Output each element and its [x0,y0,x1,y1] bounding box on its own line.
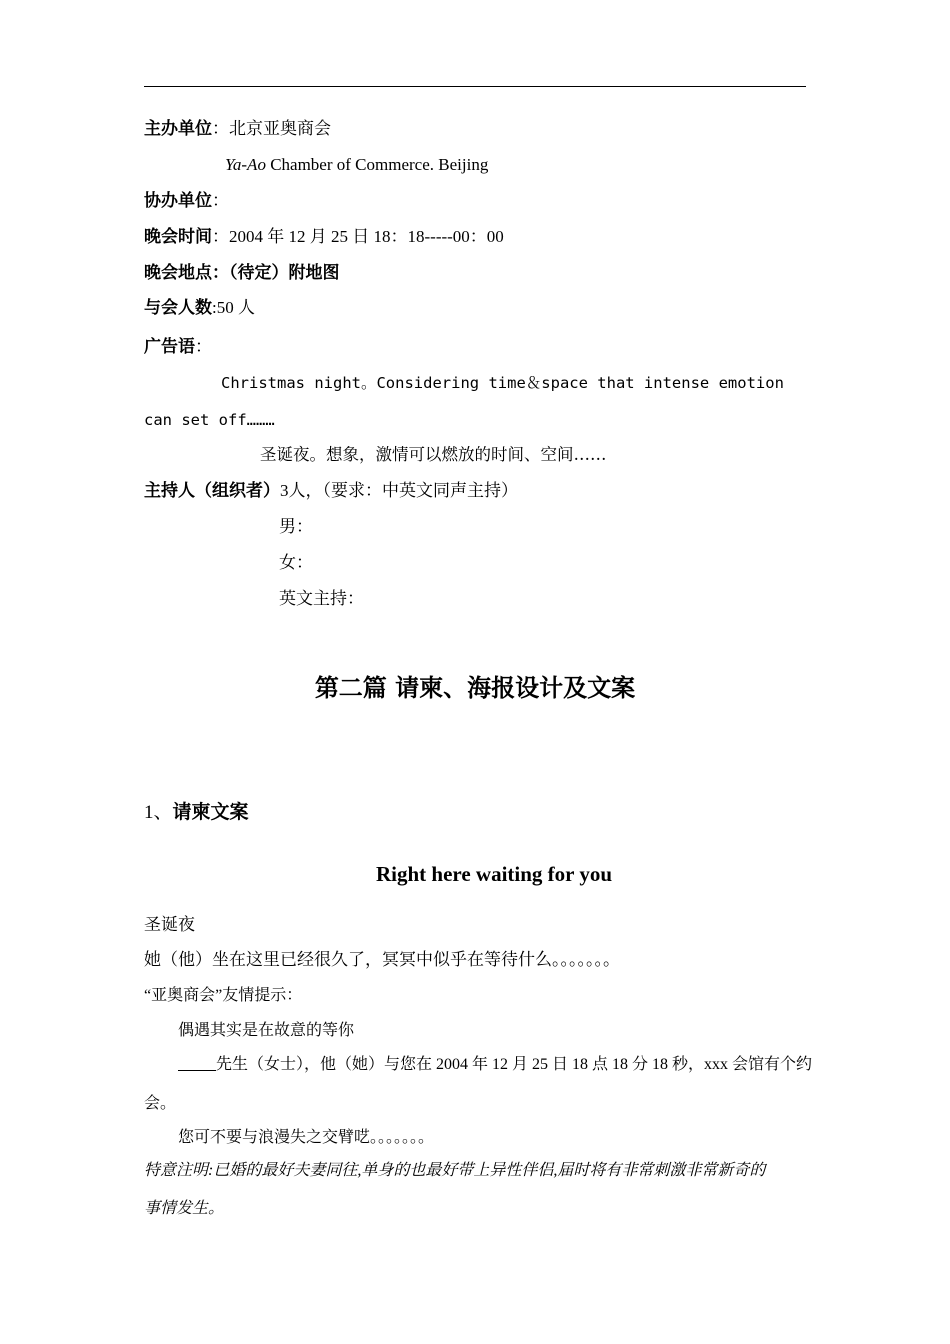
invitation-note-1: 特意注明:已婚的最好夫妻同往,单身的也最好带上异性伴侣,届时将有非常刺激非常新奇的 [144,1162,766,1179]
invitation-line-3: “亚奥商会”友情提示： [144,987,303,1004]
attendees-line [144,297,255,319]
slogan-label: 广告语 [144,337,195,356]
organizer-english: Ya-Ao Chamber of Commerce. Beijing [225,155,489,174]
host-value: 3人，（要求：中英文同声主持） [280,481,518,500]
party-time-label: 晚会时间 [144,227,212,246]
header-rule [144,86,806,87]
party-place-line: 晚会地点：（待定）附地图 [144,263,340,282]
invitation-heading-text: 请柬文案 [172,801,249,823]
party-time-line: 晚会时间：2004 年 12 月 25 日 18：18-----00：00 [144,227,504,246]
slogan-chinese: 圣诞夜。想象，激情可以燃放的时间、空间…… [260,445,607,464]
co-organizer-line: 协办单位： [144,191,229,210]
slogan-english-2: can set off……… [144,411,275,429]
host-english: 英文主持： [279,589,364,608]
organizer-line: 主办单位：北京亚奥商会 [144,119,331,138]
name-blank [178,1054,216,1071]
invitation-line-4: 偶遇其实是在故意的等你 [178,1022,355,1039]
host-male: 男： [279,517,313,536]
invitation-subtitle: Right here waiting for you [375,862,613,886]
host-label: 主持人（组织者） [144,481,280,500]
attendees-value: :50 人 [212,298,255,317]
organizer-value: 北京亚奥商会 [229,119,331,138]
attendees-label: 与会人数 [144,298,212,317]
invitation-heading: 1、请柬文案 [144,801,249,823]
slogan-line: 广告语： [144,337,212,356]
invitation-line-7: 您可不要与浪漫失之交臂呓。。。。。。。 [178,1129,435,1146]
section-title: 第二篇 请柬、海报设计及文案 [314,674,636,702]
slogan-english-1: Christmas night。Considering time＆space that intense emotion [221,374,784,392]
party-time-value: 2004 年 12 月 25 日 18：18-----00：00 [229,227,504,246]
invitation-note-2: 事情发生。 [144,1200,225,1217]
host-line [144,480,518,502]
invitation-line-6: 会。 [144,1095,177,1112]
invitation-line-5: 先生（女士），他（她）与您在 2004 年 12 月 25 日 18 点 18 分 18 秒，xxx 会馆有个约 [178,1054,812,1076]
host-female: 女： [279,553,313,572]
invitation-line-2: 她（他）坐在这里已经很久了，冥冥中似乎在等待什么。。。。。。。 [144,950,620,970]
invitation-line-1: 圣诞夜 [144,915,195,935]
organizer-label: 主办单位 [144,119,212,138]
co-organizer-label: 协办单位 [144,191,212,210]
